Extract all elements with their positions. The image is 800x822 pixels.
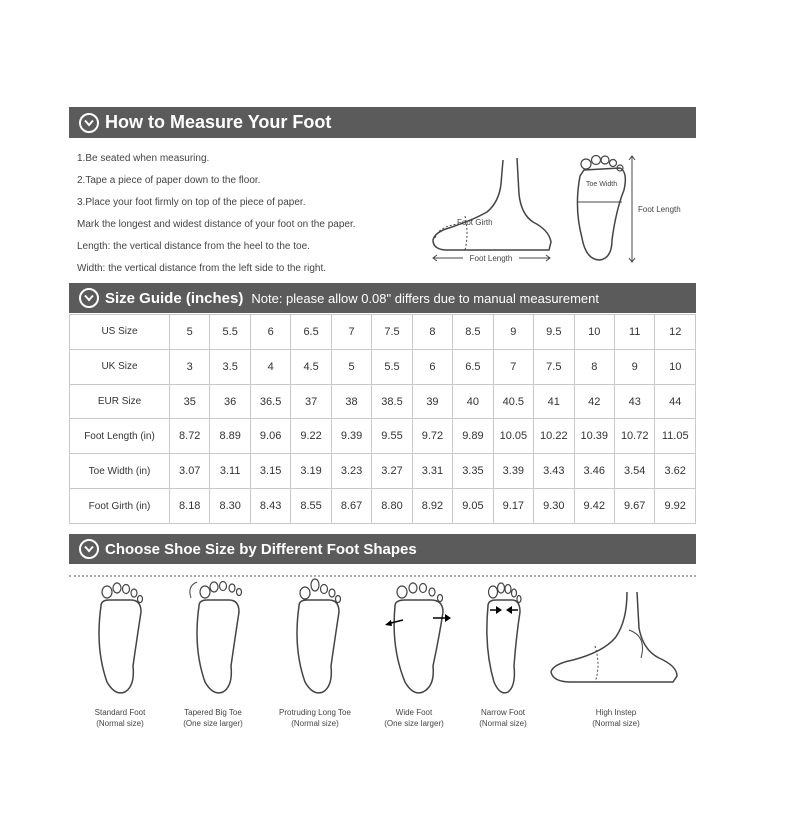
table-row: [70, 489, 696, 524]
table-cell: 3.31: [412, 454, 452, 489]
table-cell: 3.5: [210, 349, 250, 384]
table-row: [70, 349, 696, 384]
table-cell: 3.07: [170, 454, 210, 489]
table-cell: 6: [250, 315, 290, 350]
foot-shape-name: Protruding Long Toe: [279, 708, 351, 717]
table-cell: 3: [170, 349, 210, 384]
size-guide-note: Note: please allow 0.08" differs due to manual measurement: [251, 290, 600, 306]
table-cell: 9.5: [534, 315, 574, 350]
diagram-label-foot-girth: Foot Girth: [457, 218, 493, 227]
chevron-down-circle-icon: [79, 288, 99, 308]
table-cell: 9.05: [453, 489, 493, 524]
table-row: [70, 384, 696, 419]
chevron-down-circle-icon: [79, 539, 99, 559]
measure-step: 1.Be seated when measuring.: [77, 153, 210, 164]
foot-shape-name: Standard Foot: [94, 708, 146, 717]
table-cell: 3.35: [453, 454, 493, 489]
table-cell: 9: [614, 349, 654, 384]
table-cell: 8: [412, 315, 452, 350]
table-cell: 8.72: [170, 419, 210, 454]
table-cell: 42: [574, 384, 614, 419]
foot-shape-narrow: [453, 578, 553, 698]
table-cell: 9.92: [655, 489, 696, 524]
measure-step: Mark the longest and widest distance of your foot on the paper.: [77, 219, 356, 230]
row-header: Toe Width (in): [70, 454, 170, 489]
table-cell: 7: [493, 349, 533, 384]
side-foot-diagram: [425, 154, 560, 264]
diagram-label-foot-length-top: Foot Length: [638, 205, 681, 214]
table-cell: 8.30: [210, 489, 250, 524]
foot-shape-caption: [366, 707, 462, 729]
table-cell: 10.05: [493, 419, 533, 454]
table-cell: 12: [655, 315, 696, 350]
row-header: Foot Girth (in): [70, 489, 170, 524]
table-cell: 38: [331, 384, 371, 419]
table-cell: 9.89: [453, 419, 493, 454]
diagram-label-toe-width: Toe Width: [586, 181, 618, 188]
section-header-size-guide: [69, 283, 696, 313]
row-header: US Size: [70, 315, 170, 350]
table-cell: 3.19: [291, 454, 331, 489]
table-cell: 37: [291, 384, 331, 419]
table-cell: 41: [534, 384, 574, 419]
row-header: EUR Size: [70, 384, 170, 419]
foot-shape-standard: [70, 578, 170, 698]
table-cell: 5: [331, 349, 371, 384]
table-cell: 9.42: [574, 489, 614, 524]
table-cell: 39: [412, 384, 452, 419]
table-cell: 38.5: [372, 384, 412, 419]
table-cell: 4.5: [291, 349, 331, 384]
top-foot-diagram: [566, 148, 696, 268]
chevron-down-circle-icon: [79, 113, 99, 133]
foot-shape-name: Narrow Foot: [480, 708, 525, 717]
table-cell: 9.55: [372, 419, 412, 454]
foot-shape-advice: (Normal size): [291, 719, 339, 728]
table-cell: 6.5: [453, 349, 493, 384]
table-cell: 3.15: [250, 454, 290, 489]
foot-shape-advice: (One size larger): [183, 719, 243, 728]
section-title-foot-shapes: Choose Shoe Size by Different Foot Shapes: [105, 540, 417, 558]
table-cell: 9.06: [250, 419, 290, 454]
foot-shape-caption: [568, 707, 664, 729]
table-cell: 8.5: [453, 315, 493, 350]
table-cell: 9.17: [493, 489, 533, 524]
table-cell: 7: [331, 315, 371, 350]
table-cell: 7.5: [372, 315, 412, 350]
table-cell: 3.39: [493, 454, 533, 489]
table-cell: 36: [210, 384, 250, 419]
table-cell: 9.72: [412, 419, 452, 454]
table-cell: 3.27: [372, 454, 412, 489]
size-table: [69, 314, 696, 524]
dotted-divider: [69, 575, 696, 577]
table-cell: 3.23: [331, 454, 371, 489]
table-cell: 9.22: [291, 419, 331, 454]
table-row: [70, 419, 696, 454]
foot-shape-name: Wide Foot: [395, 708, 433, 717]
table-cell: 40.5: [493, 384, 533, 419]
table-cell: 3.54: [614, 454, 654, 489]
table-cell: 4: [250, 349, 290, 384]
table-cell: 35: [170, 384, 210, 419]
foot-shape-caption: [165, 707, 261, 729]
foot-shape-advice: (Normal size): [479, 719, 527, 728]
measure-steps: [77, 148, 356, 280]
table-cell: 43: [614, 384, 654, 419]
table-cell: 8.89: [210, 419, 250, 454]
foot-shape-name: Tapered Big Toe: [184, 708, 242, 717]
foot-shape-caption: [263, 707, 367, 729]
row-header: Foot Length (in): [70, 419, 170, 454]
table-cell: 8.18: [170, 489, 210, 524]
table-cell: 8.55: [291, 489, 331, 524]
foot-shape-caption: [455, 707, 551, 729]
foot-shape-name: High Instep: [595, 708, 637, 717]
row-header: UK Size: [70, 349, 170, 384]
table-cell: 11: [614, 315, 654, 350]
table-cell: 9: [493, 315, 533, 350]
table-cell: 10.39: [574, 419, 614, 454]
diagram-label-foot-length: Foot Length: [469, 254, 513, 263]
table-cell: 5.5: [372, 349, 412, 384]
foot-shape-caption: [72, 707, 168, 729]
measure-step: Width: the vertical distance from the left side to the right.: [77, 263, 327, 274]
foot-shape-high-instep: [543, 578, 683, 698]
section-title-size-guide: Size Guide (inches): [105, 289, 244, 307]
section-header-foot-shapes: [69, 534, 696, 564]
table-cell: 9.39: [331, 419, 371, 454]
table-cell: 6: [412, 349, 452, 384]
table-cell: 3.43: [534, 454, 574, 489]
table-cell: 8.67: [331, 489, 371, 524]
table-cell: 8.80: [372, 489, 412, 524]
foot-shape-tapered: [168, 578, 268, 698]
foot-shape-protruding: [268, 578, 368, 698]
table-cell: 5: [170, 315, 210, 350]
table-cell: 7.5: [534, 349, 574, 384]
measure-step: 3.Place your foot firmly on top of the piece of paper.: [77, 197, 306, 208]
measure-step: Length: the vertical distance from the heel to the toe.: [77, 241, 310, 252]
table-cell: 8: [574, 349, 614, 384]
table-cell: 11.05: [655, 419, 696, 454]
table-cell: 8.92: [412, 489, 452, 524]
table-cell: 44: [655, 384, 696, 419]
measure-step: 2.Tape a piece of paper down to the floor.: [77, 175, 261, 186]
foot-shape-advice: (Normal size): [592, 719, 640, 728]
table-row: [70, 454, 696, 489]
table-cell: 36.5: [250, 384, 290, 419]
table-cell: 6.5: [291, 315, 331, 350]
table-cell: 10: [574, 315, 614, 350]
table-cell: 8.43: [250, 489, 290, 524]
table-cell: 9.30: [534, 489, 574, 524]
table-cell: 10.72: [614, 419, 654, 454]
table-cell: 10: [655, 349, 696, 384]
table-cell: 10.22: [534, 419, 574, 454]
table-cell: 40: [453, 384, 493, 419]
table-cell: 9.67: [614, 489, 654, 524]
table-cell: 3.62: [655, 454, 696, 489]
table-cell: 3.46: [574, 454, 614, 489]
table-cell: 5.5: [210, 315, 250, 350]
table-row: [70, 315, 696, 350]
section-title-measure: How to Measure Your Foot: [105, 112, 332, 132]
foot-shape-advice: (One size larger): [384, 719, 444, 728]
table-cell: 3.11: [210, 454, 250, 489]
foot-shape-advice: (Normal size): [96, 719, 144, 728]
section-header-measure: [69, 107, 696, 138]
